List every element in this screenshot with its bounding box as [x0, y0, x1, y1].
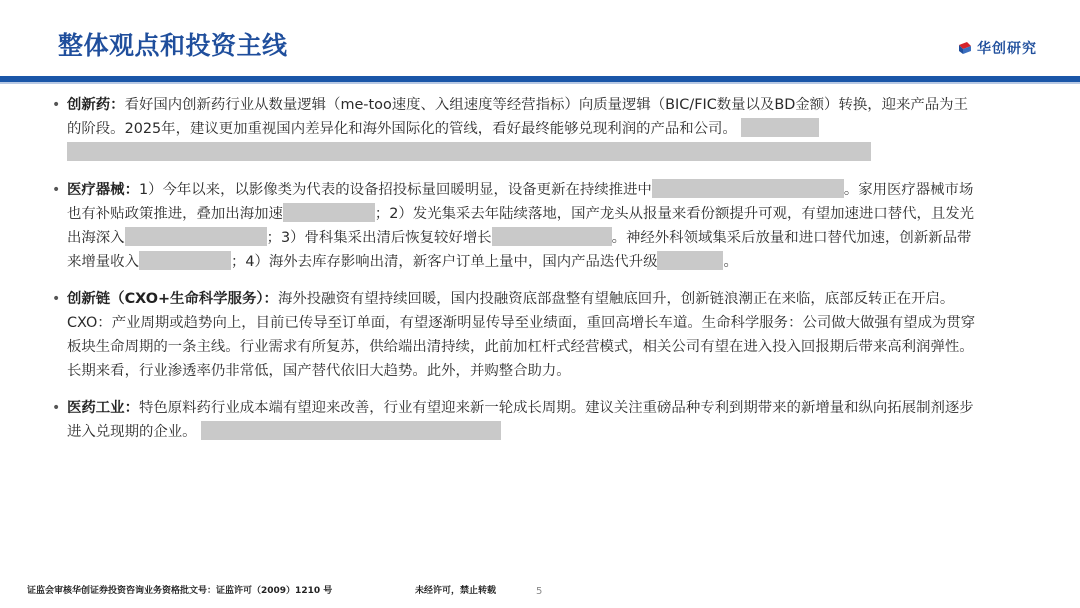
- bullet-text: 看好国内创新药行业从数量逻辑（me-too速度、入组速度等经营指标）向质量逻辑（BIC/FIC数量以及BD金额）转换，迎来产品为王的阶段。2025年，建议更加重视国内差异化和海外国际化的管线，看好最终能够兑现利润的产品和公司。: [67, 97, 968, 137]
- bullet-text: 1）今年以来，以影像类为代表的设备招投标量回暖明显，设备更新在持续推进中: [138, 182, 652, 198]
- bullet-item-innovative-drugs: [52, 93, 982, 165]
- bullet-dot: •: [52, 97, 61, 113]
- bullet-item-innovation-chain: [52, 287, 982, 383]
- bullet-text: ；3）骨科集采出清后恢复较好增长: [266, 230, 492, 246]
- bullet-heading: 医药工业：: [67, 400, 139, 416]
- bullet-text: ；4）海外去库存影响出清，新客户订单上量中，国内产品迭代升级: [230, 254, 658, 270]
- redacted-block: [125, 227, 267, 246]
- page-number: 5: [536, 586, 543, 597]
- redacted-block: [283, 203, 375, 222]
- redacted-block: [201, 421, 501, 440]
- brand-logo-icon: [958, 41, 972, 55]
- redacted-block: [652, 179, 844, 198]
- redacted-block: [139, 251, 231, 270]
- redacted-block: [741, 118, 819, 137]
- footer-notice: 未经许可，禁止转载: [415, 586, 497, 596]
- bullet-dot: •: [52, 291, 61, 307]
- redacted-block: [67, 142, 871, 161]
- brand-logo: [958, 38, 1037, 58]
- bullet-text: 海外投融资有望持续回暖，国内投融资底部盘整有望触底回升，创新链浪潮正在来临，底部反转正在开启。CXO：产业周期或趋势向上，目前已传导至订单面，有望逐渐明显传导至业绩面，重回高增长车道。生命科学服务：公司做大做强有望成为贯穿板块生命周期的一条主线。行业需求有所复苏，供给端出清持续，此前加杠杆式经营模式，相关公司有望在进入投入回报期后带来高利润弹性。长期来看，行业渗透率仍非常低，国产替代依旧大趋势。此外，并购整合助力。: [67, 291, 976, 379]
- bullet-text: 特色原料药行业成本端有望迎来改善，行业有望迎来新一轮成长周期。建议关注重磅品种专利到期带来的新增量和纵向拓展制剂逐步进入兑现期的企业。: [67, 400, 974, 440]
- footer-license: 证监会审核华创证券投资咨询业务资格批文号：证监许可（2009）1210 号: [27, 586, 333, 596]
- bullet-item-pharma-industry: [52, 396, 982, 444]
- redacted-block: [657, 251, 723, 270]
- header-divider-light: [0, 82, 1080, 84]
- bullet-text: 。神经外科领域集采后放量和进口替代加速，创新新品带来增量收入: [67, 230, 972, 270]
- brand-logo-text: 华创研究: [977, 41, 1037, 57]
- bullet-heading: 创新链（CXO+生命科学服务）：: [67, 291, 278, 307]
- redacted-block: [492, 227, 612, 246]
- bullet-item-medical-devices: [52, 178, 982, 274]
- bullet-heading: 医疗器械：: [67, 182, 139, 198]
- bullet-list: [52, 93, 982, 444]
- page-title: 整体观点和投资主线: [58, 31, 288, 60]
- bullet-text: ；2）发光集采去年陆续落地，国产龙头从报量来看份额提升可观，有望加速进口替代，且发光出海深入: [67, 206, 975, 246]
- bullet-dot: •: [52, 400, 61, 416]
- bullet-dot: •: [52, 182, 61, 198]
- bullet-text: 。: [723, 254, 738, 270]
- bullet-text: 。家用医疗器械市场也有补贴政策推进，叠加出海加速: [67, 182, 974, 222]
- bullet-heading: 创新药：: [67, 97, 125, 113]
